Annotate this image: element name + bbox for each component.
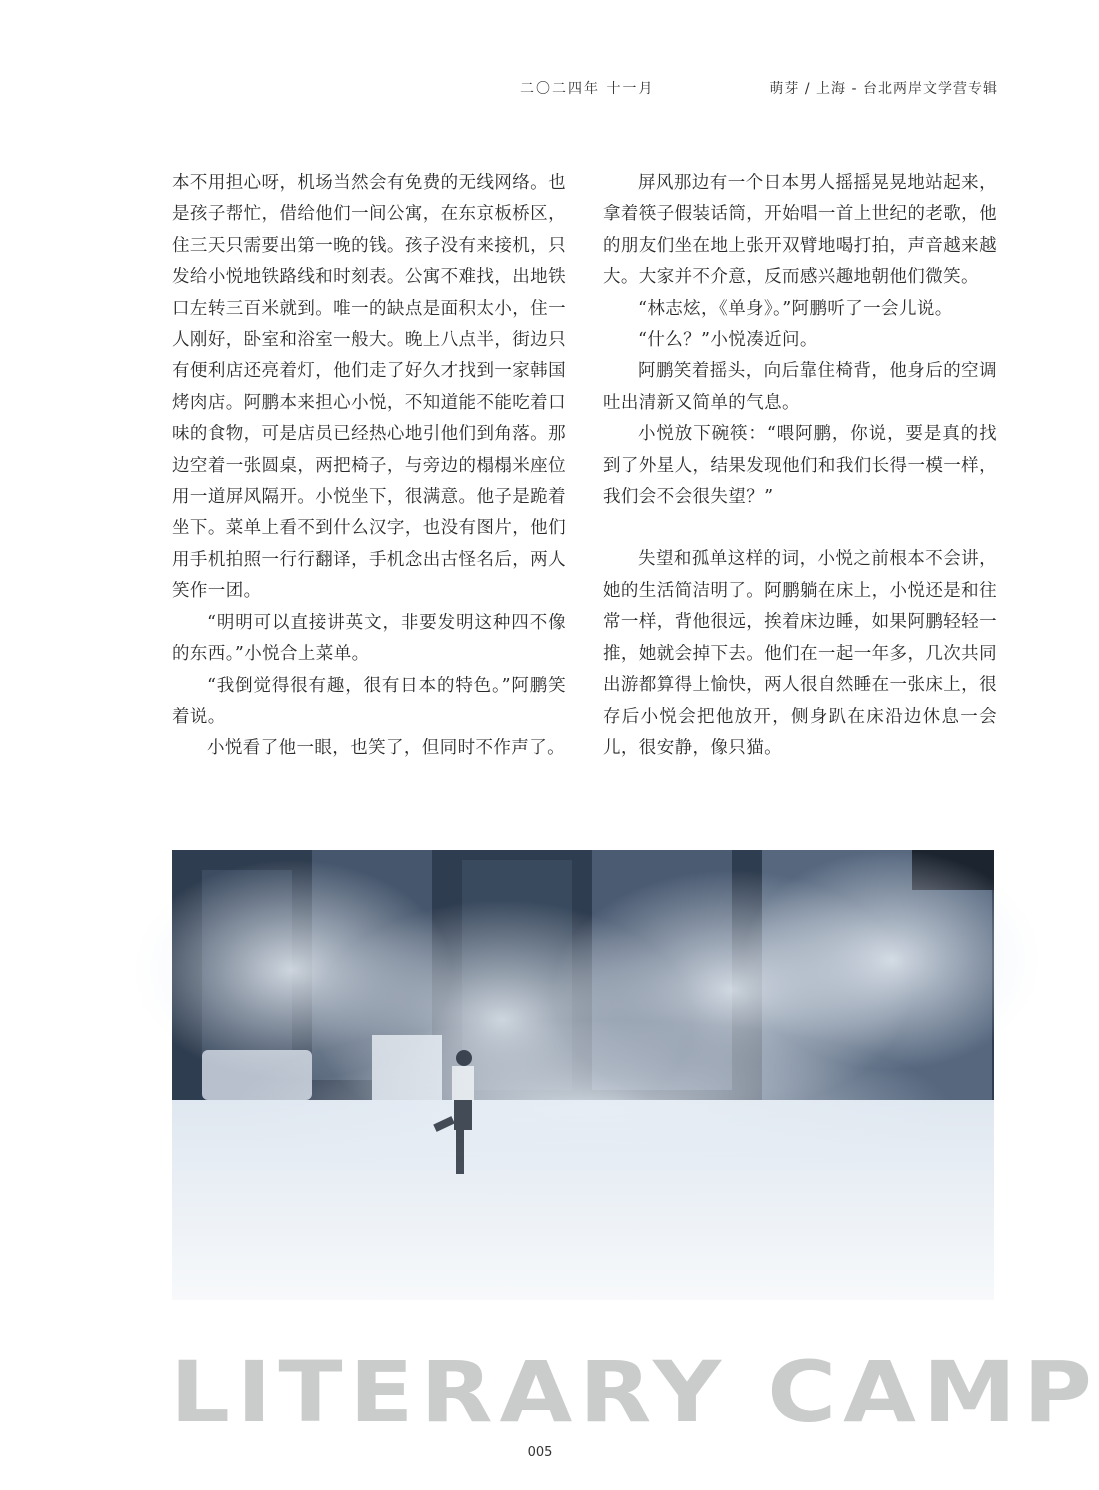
photo-illustration [172, 850, 994, 1300]
paragraph: “明明可以直接讲英文，非要发明这种四不像的东西。”小悦合上菜单。 [172, 612, 566, 665]
issue-date: 二〇二四年 十一月 [520, 81, 655, 97]
paragraph: 小悦看了他一眼，也笑了，但同时不作声了。 [207, 738, 565, 759]
paragraph: 阿鹏笑着摇头，向后靠住椅背，他身后的空调吐出清新又简单的气息。 [603, 361, 997, 413]
banner-text: LITERARY CAMP [170, 1343, 1099, 1441]
paragraph: 本不用担心呀，机场当然会有免费的无线网络。也是孩子帮忙，借给他们一间公寓，在东京板桥区，住三天只需要出第一晚的钱。孩子没有来接机，只发给小悦地铁路线和时刻表。公寓不难找，出地铁口左转三百米就到。唯一的缺点是面积太小，住一人刚好，卧室和浴室一般大。晚上八点半，街边只有便利店还亮着灯，他们走了好久才找到一家韩国烤肉店。阿鹏本来担心小悦，不知道能不能吃着口味的食物，可是店员已经热心地引他们到角落。那边空着一张圆桌，两把椅子，与旁边的榻榻米座位用一道屏风隔开。小悦坐下，很满意。他子是跪着坐下。菜单上看不到什么汉字，也没有图片，他们用手机拍照一行行翻译，手机念出古怪名后，两人笑作一团。 [172, 173, 566, 602]
paragraph: 小悦放下碗筷：“喂阿鹏，你说，要是真的找到了外星人，结果发现他们和我们长得一模一样，我们会不会很失望？” [603, 424, 997, 508]
paragraph: 失望和孤单这样的词，小悦之前根本不会讲，她的生活简洁明了。阿鹏躺在床上，小悦还是和往常一样，背他很远，挨着床边睡，如果阿鹏轻轻一推，她就会掉下去。他们在一起一年多，几次共同出游都算得上愉快，两人很自然睡在一张床上，很存后小悦会把他放开，侧身趴在床沿边休息一会儿，很安静，像只猫。 [603, 549, 997, 758]
magazine-section-title: 萌芽 / 上海 - 台北两岸文学营专辑 [769, 81, 998, 97]
paragraph: 屏风那边有一个日本男人摇摇晃晃地站起来，拿着筷子假装话筒，开始唱一首上世纪的老歌，他的朋友们坐在地上张开双臂地喝打拍，声音越来越大。大家并不介意，反而感兴趣地朝他们微笑。 [603, 173, 997, 288]
literary-camp-banner [170, 1343, 1099, 1441]
street-mist-photo [172, 850, 994, 1300]
left-text-column [172, 168, 566, 765]
paragraph: “我倒觉得很有趣，很有日本的特色。”阿鹏笑着说。 [172, 675, 566, 727]
page-number: 005 [527, 1445, 553, 1460]
right-text-column [603, 168, 997, 764]
paragraph: “什么？”小悦凑近问。 [638, 330, 818, 351]
paragraph: “林志炫，《单身》。”阿鹏听了一会儿说。 [638, 298, 953, 319]
